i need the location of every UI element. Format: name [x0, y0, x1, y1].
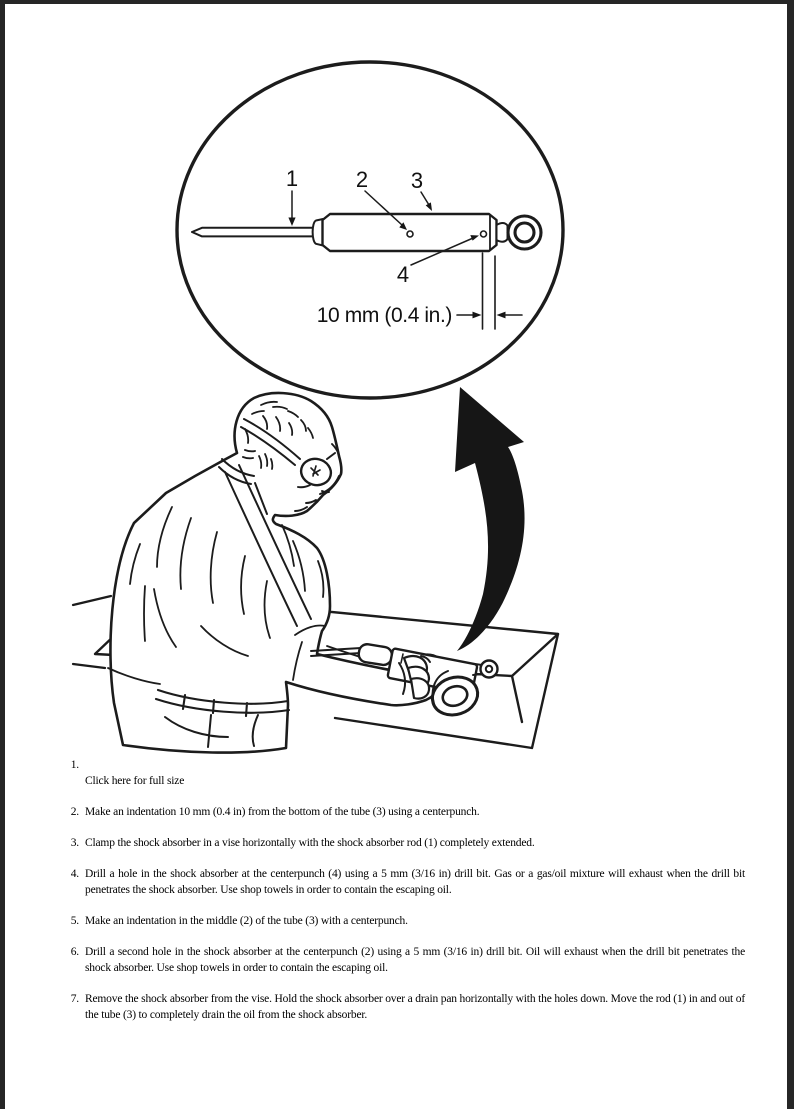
instruction-list: [62, 757, 745, 1023]
middle-hole: [407, 231, 413, 237]
step-number: 2.: [70, 806, 79, 818]
step-text: Clamp the shock absorber in a vise horizontally with the shock absorber rod (1) completely extended.: [85, 837, 535, 849]
bottom-hole: [481, 231, 487, 237]
step-number: 5.: [70, 915, 79, 927]
step-number: 6.: [70, 946, 79, 958]
list-item-1: [62, 757, 745, 789]
list-item-4: [62, 866, 745, 898]
step-number: 1.: [70, 759, 79, 771]
bench-left-edges: [73, 596, 111, 668]
step-number: 3.: [70, 837, 79, 849]
list-item-6: [62, 944, 745, 976]
dimension-label: 10 mm (0.4 in.): [316, 304, 452, 327]
callout-4-label: 4: [396, 262, 410, 287]
step-text: Remove the shock absorber from the vise. Hold the shock absorber over a drain pan horizontally with the holes down. Move the rod (1) in and out of the tube (3) to completely drain the oil from the shock absorber.: [85, 993, 745, 1021]
step-number: 7.: [70, 993, 79, 1005]
step-text: Drill a second hole in the shock absorber at the centerpunch (2) using a 5 mm (3/16 in) drill bit. Oil will exhaust when the drill bit penetrates the shock absorber. Use shop towels in order to contain the escaping oil.: [85, 946, 745, 974]
zoom-arrow: [455, 387, 525, 651]
list-item-2: [62, 804, 745, 820]
shock-end-collar: [497, 223, 508, 242]
callout-1-label: 1: [285, 166, 299, 191]
step-text: Make an indentation 10 mm (0.4 in) from the bottom of the tube (3) using a centerpunch.: [85, 806, 480, 818]
callout-3-label: 3: [410, 168, 424, 193]
callout-2-label: 2: [355, 167, 369, 192]
step-text: Drill a hole in the shock absorber at the centerpunch (4) using a 5 mm (3/16 in) drill bit. Gas or a gas/oil mixture will exhaust when the drill bit penetrates the shock absorber. Use shop towels in order to contain the escaping oil.: [85, 868, 745, 896]
list-item-7: [62, 991, 745, 1023]
full-size-link[interactable]: Click here for full size: [85, 775, 185, 787]
shock-absorber-figure: [5, 4, 787, 755]
list-item-3: [62, 835, 745, 851]
step-text: Make an indentation in the middle (2) of the tube (3) with a centerpunch.: [85, 915, 408, 927]
magnifier-inset: [177, 62, 563, 398]
worker-illustration: [108, 393, 446, 753]
figure-drawing: [5, 4, 787, 755]
eye-ring-on-bench: [481, 661, 498, 678]
rod-collar: [358, 643, 393, 666]
worker-silhouette: [110, 393, 446, 753]
step-number: 4.: [70, 868, 79, 880]
list-item-5: [62, 913, 745, 929]
